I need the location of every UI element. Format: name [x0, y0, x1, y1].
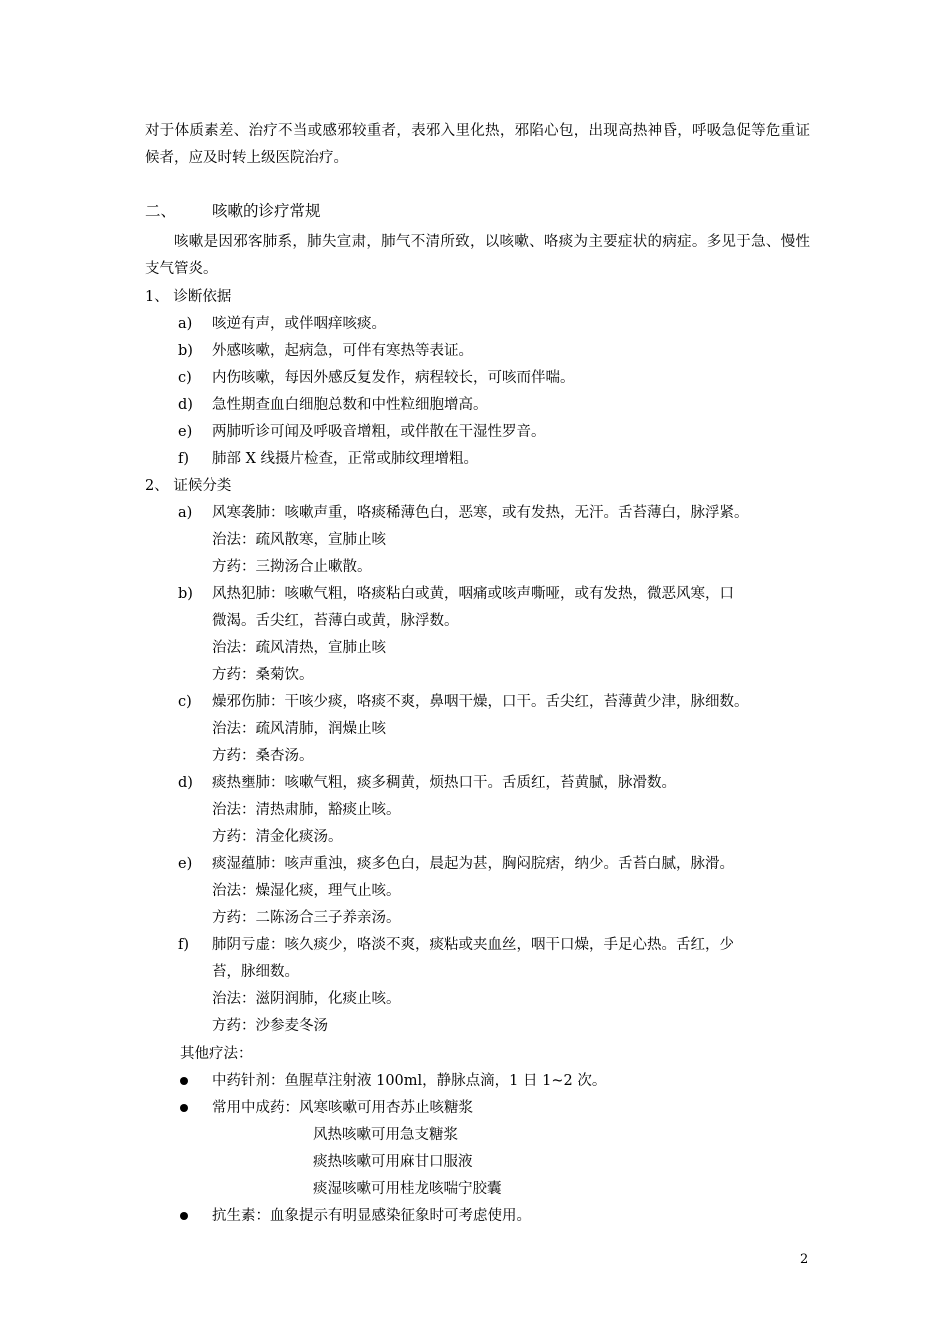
diagnosis-item-marker: e) — [178, 424, 193, 440]
bullet-icon — [180, 1077, 188, 1085]
section-title: 咳嗽的诊疗常规 — [212, 202, 321, 220]
intro-paragraph: 对于体质素差、治疗不当或感邪较重者，表邪入里化热，邪陷心包，出现高热神昏，呼吸急促等危重证候者，应及时转上级医院治疗。 — [145, 123, 810, 166]
diagnosis-item-text: 急性期查血白细胞总数和中性粒细胞增高。 — [212, 397, 488, 413]
diagnosis-item-marker: d) — [178, 397, 193, 413]
diagnosis-heading: 1、 诊断依据 — [145, 289, 232, 305]
diagnosis-item-marker: b) — [178, 343, 193, 359]
other-therapy-line: 痰热咳嗽可用麻甘口服液 — [313, 1154, 473, 1170]
syndrome-item-line: 方药：二陈汤合三子养亲汤。 — [212, 910, 401, 926]
syndrome-item-marker: e) — [178, 856, 193, 872]
syndrome-item-line: 治法：疏风清肺，润燥止咳 — [212, 721, 386, 737]
syndrome-item-line: 治法：燥湿化痰，理气止咳。 — [212, 883, 401, 899]
syndrome-item-line: 方药：桑菊饮。 — [212, 667, 314, 683]
syndrome-item-line: 苔，脉细数。 — [212, 964, 299, 980]
syndrome-item-line: 痰热壅肺：咳嗽气粗，痰多稠黄，烦热口干。舌质红，苔黄腻，脉滑数。 — [212, 775, 676, 791]
diagnosis-item-text: 内伤咳嗽，每因外感反复发作，病程较长，可咳而伴喘。 — [212, 370, 575, 386]
syndromes-heading: 2、 证候分类 — [145, 478, 232, 494]
syndrome-item-line: 燥邪伤肺：干咳少痰，咯痰不爽，鼻咽干燥，口干。舌尖红，苔薄黄少津，脉细数。 — [212, 694, 749, 710]
section-number: 二、 — [145, 202, 177, 220]
diagnosis-item-marker: c) — [178, 370, 192, 386]
diagnosis-item-text: 外感咳嗽，起病急，可伴有寒热等表证。 — [212, 343, 473, 359]
diagnosis-item-text: 肺部 X 线摄片检查，正常或肺纹理增粗。 — [212, 451, 479, 467]
diagnosis-item-text: 两肺听诊可闻及呼吸音增粗，或伴散在干湿性罗音。 — [212, 424, 546, 440]
syndrome-item-line: 风寒袭肺：咳嗽声重，咯痰稀薄色白，恶寒，或有发热，无汗。舌苔薄白，脉浮紧。 — [212, 505, 749, 521]
page-number: 2 — [800, 1252, 809, 1267]
syndrome-item-line: 痰湿蕴肺：咳声重浊，痰多色白，晨起为甚，胸闷脘痞，纳少。舌苔白腻，脉滑。 — [212, 856, 734, 872]
syndrome-item-marker: a) — [178, 505, 193, 521]
syndrome-item-line: 方药：沙参麦冬汤 — [212, 1018, 328, 1034]
bullet-icon — [180, 1104, 188, 1112]
syndrome-item-line: 方药：三拗汤合止嗽散。 — [212, 559, 372, 575]
other-therapy-line: 风热咳嗽可用急支糖浆 — [313, 1127, 458, 1143]
syndrome-item-line: 方药：清金化痰汤。 — [212, 829, 343, 845]
syndrome-item-line: 治法：滋阴润肺，化痰止咳。 — [212, 991, 401, 1007]
other-therapy-line: 常用中成药：风寒咳嗽可用杏苏止咳糖浆 — [212, 1100, 473, 1116]
diagnosis-item-marker: a) — [178, 316, 193, 332]
bullet-icon — [180, 1212, 188, 1220]
syndrome-item-line: 方药：桑杏汤。 — [212, 748, 314, 764]
syndrome-item-line: 风热犯肺：咳嗽气粗，咯痰粘白或黄，咽痛或咳声嘶哑，或有发热，微恶风寒，口 — [212, 586, 734, 602]
other-therapy-line: 中药针剂：鱼腥草注射液 100ml，静脉点滴，1 日 1~2 次。 — [212, 1073, 607, 1089]
syndrome-item-line: 治法：疏风清热，宣肺止咳 — [212, 640, 386, 656]
diagnosis-item-marker: f) — [178, 451, 190, 467]
syndrome-item-marker: c) — [178, 694, 192, 710]
other-heading: 其他疗法： — [180, 1046, 253, 1062]
syndrome-item-marker: b) — [178, 586, 193, 602]
syndrome-item-marker: d) — [178, 775, 193, 791]
syndrome-item-marker: f) — [178, 937, 190, 953]
syndrome-item-line: 微渴。舌尖红，苔薄白或黄，脉浮数。 — [212, 613, 459, 629]
other-therapy-line: 痰湿咳嗽可用桂龙咳喘宁胶囊 — [313, 1181, 502, 1197]
section-description: 咳嗽是因邪客肺系，肺失宣肃，肺气不清所致，以咳嗽、咯痰为主要症状的病症。多见于急、慢性支气管炎。 — [145, 234, 810, 277]
diagnosis-item-text: 咳逆有声，或伴咽痒咳痰。 — [212, 316, 386, 332]
syndrome-item-line: 肺阴亏虚：咳久痰少，咯淡不爽，痰粘或夹血丝，咽干口燥，手足心热。舌红，少 — [212, 937, 734, 953]
syndrome-item-line: 治法：清热肃肺，豁痰止咳。 — [212, 802, 401, 818]
syndrome-item-line: 治法：疏风散寒，宣肺止咳 — [212, 532, 386, 548]
other-therapy-line: 抗生素：血象提示有明显感染征象时可考虑使用。 — [212, 1208, 531, 1224]
